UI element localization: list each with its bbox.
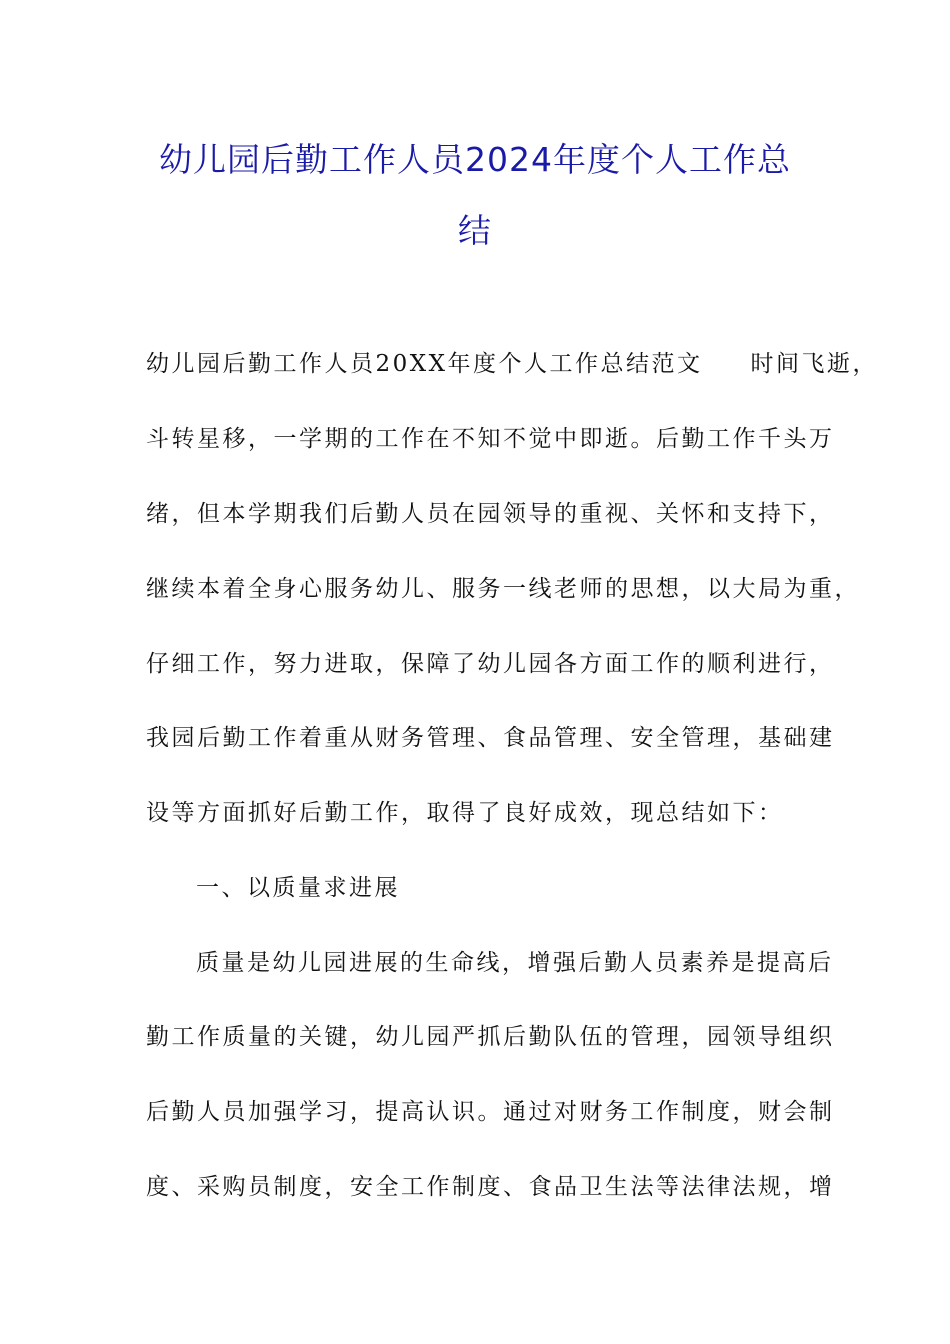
intro-line-1: 斗转星移，一学期的工作在不知不觉中即逝。后勤工作千头万 xyxy=(146,426,835,452)
section-1-heading: 一、以质量求进展 xyxy=(196,875,400,901)
intro-line-4: 仔细工作，努力进取，保障了幼儿园各方面工作的顺利进行， xyxy=(146,651,835,677)
document-title-line-1: 幼儿园后勤工作人员2024年度个人工作总 xyxy=(159,140,791,179)
section-1-line-0: 质量是幼儿园进展的生命线，增强后勤人员素养是提高后 xyxy=(196,950,834,976)
section-1-line-1: 勤工作质量的关键，幼儿园严抓后勤队伍的管理，园领导组织 xyxy=(146,1024,835,1050)
section-1-line-3: 度、采购员制度，安全工作制度、食品卫生法等法律法规，增 xyxy=(146,1174,835,1200)
intro-line-2: 绪，但本学期我们后勤人员在园领导的重视、关怀和支持下， xyxy=(146,501,835,527)
intro-line-5: 我园后勤工作着重从财务管理、食品管理、安全管理，基础建 xyxy=(146,725,835,751)
section-1-line-2: 后勤人员加强学习，提高认识。通过对财务工作制度，财会制 xyxy=(146,1099,835,1125)
intro-line-3: 继续本着全身心服务幼儿、服务一线老师的思想，以大局为重， xyxy=(146,576,860,602)
intro-line-0: 时间飞逝， xyxy=(750,351,879,377)
intro-heading: 幼儿园后勤工作人员20XX年度个人工作总结范文 xyxy=(146,351,703,377)
document-title-line-2: 结 xyxy=(458,211,492,250)
intro-line-6: 设等方面抓好后勤工作，取得了良好成效，现总结如下： xyxy=(146,800,784,826)
intro-first-line xyxy=(146,345,878,378)
